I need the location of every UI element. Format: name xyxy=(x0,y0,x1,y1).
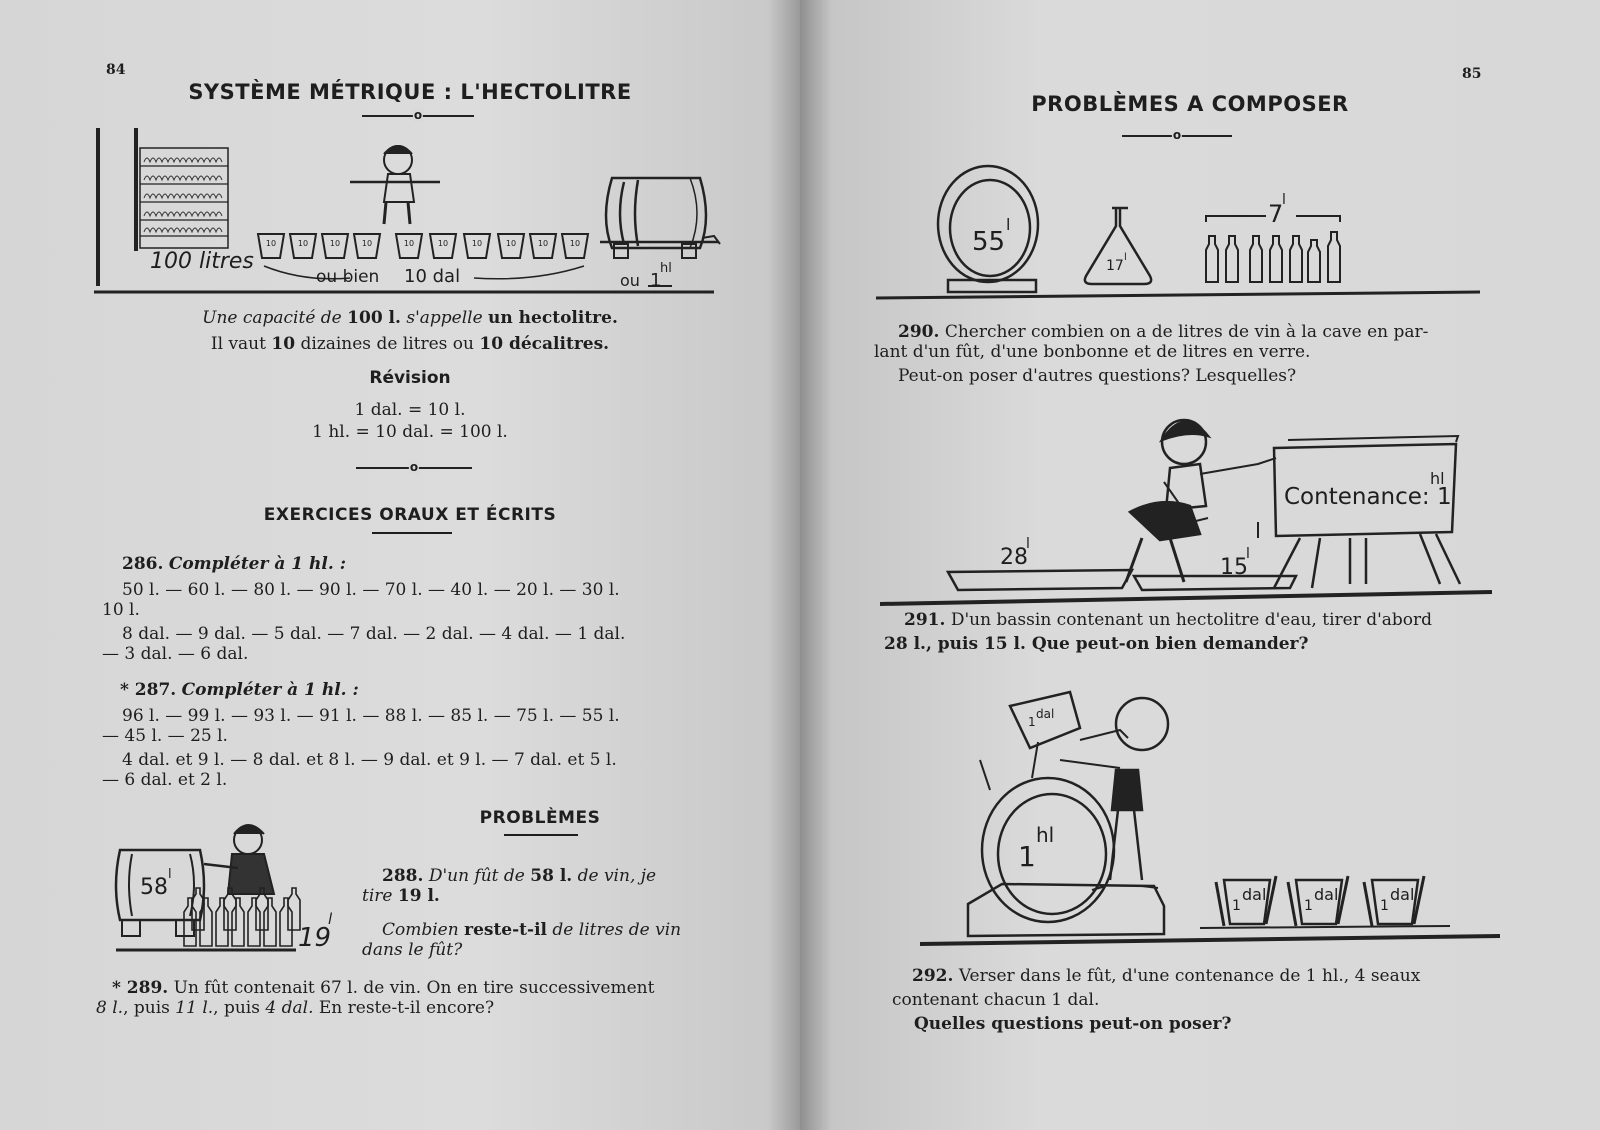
revision-heading: Révision xyxy=(369,368,451,388)
label-ou-bien: ou bien xyxy=(316,267,380,287)
bucket-dal-unit: dal xyxy=(1242,885,1267,904)
bucket-label: 10 xyxy=(537,239,549,248)
bucket-label: 10 xyxy=(505,239,517,248)
exercise-286-line: 8 dal. — 9 dal. — 5 dal. — 7 dal. — 2 dal. — 4 dal. — 1 dal. xyxy=(122,624,626,644)
ornament-divider: o xyxy=(356,460,472,474)
exercise-286-heading: 286. Compléter à 1 hl. : xyxy=(122,554,346,574)
ornament-divider: o xyxy=(1122,128,1232,142)
exercise-287-line: 4 dal. et 9 l. — 8 dal. et 8 l. — 9 dal. et 9 l. — 7 dal. et 5 l. xyxy=(122,750,617,770)
heading-underline xyxy=(372,532,452,534)
page-number-left: 84 xyxy=(106,62,126,78)
bucket-dal-unit: dal xyxy=(1390,885,1415,904)
flask-17-label: 17 xyxy=(1106,258,1124,274)
bucket-label: 10 xyxy=(329,239,341,248)
exercise-287-line: 96 l. — 99 l. — 93 l. — 91 l. — 88 l. — 85 l. — 75 l. — 55 l. xyxy=(122,706,620,726)
page-number-right: 85 xyxy=(1462,66,1482,82)
exercise-287-line: — 6 dal. et 2 l. xyxy=(102,770,228,790)
problem-292-line: Quelles questions peut-on poser? xyxy=(914,1014,1232,1034)
exercise-287-heading: * 287. Compléter à 1 hl. : xyxy=(120,680,359,700)
ornament-divider: o xyxy=(362,108,474,122)
basin-15-unit: l xyxy=(1246,546,1250,562)
barrel-55-unit: l xyxy=(1006,215,1011,234)
label-100-litres: 100 litres xyxy=(150,249,254,274)
problem-291-line: 28 l., puis 15 l. Que peut-on bien demander? xyxy=(884,634,1309,654)
problem-289-line: * 289. Un fût contenait 67 l. de vin. On en tire successivement xyxy=(112,978,655,998)
flask-17-unit: l xyxy=(1124,252,1127,263)
label-1hl-number: 1 xyxy=(650,270,662,291)
tank-illustration xyxy=(880,412,1500,622)
barrel-58-unit: l xyxy=(168,867,172,882)
problem-290-line: 290. Chercher combien on a de litres de vin à la cave en par- xyxy=(898,322,1429,342)
revision-line-1: 1 dal. = 10 l. xyxy=(354,400,466,420)
tank-capacity-unit: hl xyxy=(1430,469,1445,488)
exercise-286-line: — 3 dal. — 6 dal. xyxy=(102,644,249,664)
exercise-286-line: 10 l. xyxy=(102,600,140,620)
barrel-1hl-unit: hl xyxy=(1036,823,1055,847)
problem-292-line: 292. Verser dans le fût, d'une contenance de 1 hl., 4 seaux xyxy=(912,966,1421,986)
problems-heading: PROBLÈMES xyxy=(479,808,601,828)
barrel-1hl-number: 1 xyxy=(1018,840,1036,873)
tank-capacity-label: Contenance: 1 xyxy=(1284,484,1452,510)
bucket-label: 10 xyxy=(437,239,449,248)
basin-15-label: 15 xyxy=(1220,555,1248,580)
bottles-19-label: 19 xyxy=(298,923,332,953)
problem-290-line: lant d'un fût, d'une bonbonne et de litres en verre. xyxy=(874,342,1311,362)
bottles-19-unit: l xyxy=(328,910,333,928)
pouring-illustration xyxy=(920,690,1510,960)
page-85 xyxy=(800,0,1600,1130)
problem-290-line: Peut-on poser d'autres questions? Lesquelles? xyxy=(898,366,1297,386)
pitcher-dal-unit: dal xyxy=(1036,707,1055,721)
revision-line-2: 1 hl. = 10 dal. = 100 l. xyxy=(312,422,508,442)
page-title-left: SYSTÈME MÉTRIQUE : L'HECTOLITRE xyxy=(188,80,632,104)
bucket-dal-number: 1 xyxy=(1232,898,1241,914)
barrel-58-label: 58 xyxy=(140,875,168,900)
cellar-illustration xyxy=(876,160,1486,310)
problem-288-line: tire 19 l. xyxy=(362,886,440,906)
problem-288-line: Combien reste-t-il de litres de vin xyxy=(382,920,682,940)
basin-28-label: 28 xyxy=(1000,545,1028,570)
page-title-right: PROBLÈMES A COMPOSER xyxy=(1031,92,1349,116)
bucket-dal-number: 1 xyxy=(1380,898,1389,914)
pitcher-dal-number: 1 xyxy=(1028,715,1036,729)
bucket-dal-number: 1 xyxy=(1304,898,1313,914)
bottles-7-label: 7 xyxy=(1268,200,1284,228)
bucket-label: 10 xyxy=(361,239,373,248)
definition-line-2: Il vaut 10 dizaines de litres ou 10 décalitres. xyxy=(210,334,610,354)
exercise-286-line: 50 l. — 60 l. — 80 l. — 90 l. — 70 l. — 40 l. — 20 l. — 30 l. xyxy=(122,580,620,600)
problem-292-line: contenant chacun 1 dal. xyxy=(892,990,1100,1010)
heading-underline xyxy=(504,834,578,836)
label-1hl-unit: hl xyxy=(660,261,672,276)
definition-line-1: Une capacité de 100 l. s'appelle un hectolitre. xyxy=(202,308,618,328)
exercise-287-line: — 45 l. — 25 l. xyxy=(102,726,228,746)
label-10-dal: 10 dal xyxy=(404,266,461,287)
bucket-label: 10 xyxy=(265,239,277,248)
bottles-7-unit: l xyxy=(1282,192,1286,208)
bucket-label: 10 xyxy=(297,239,309,248)
hectolitre-illustration xyxy=(94,126,734,302)
bucket-label: 10 xyxy=(403,239,415,248)
bucket-label: 10 xyxy=(569,239,581,248)
bucket-label: 10 xyxy=(471,239,483,248)
bucket-dal-unit: dal xyxy=(1314,885,1339,904)
label-ou: ou xyxy=(620,271,640,290)
problem-288-line: 288. D'un fût de 58 l. de vin, je xyxy=(382,866,657,886)
barrel-bottles-illustration xyxy=(92,820,362,970)
problem-291-line: 291. D'un bassin contenant un hectolitre d'eau, tirer d'abord xyxy=(904,610,1433,630)
problem-289-line: 8 l., puis 11 l., puis 4 dal. En reste-t-il encore? xyxy=(96,998,495,1018)
barrel-55-label: 55 xyxy=(972,227,1006,257)
basin-28-unit: l xyxy=(1026,536,1030,552)
exercises-heading: EXERCICES ORAUX ET ÉCRITS xyxy=(263,505,557,525)
problem-288-line: dans le fût? xyxy=(362,940,463,960)
